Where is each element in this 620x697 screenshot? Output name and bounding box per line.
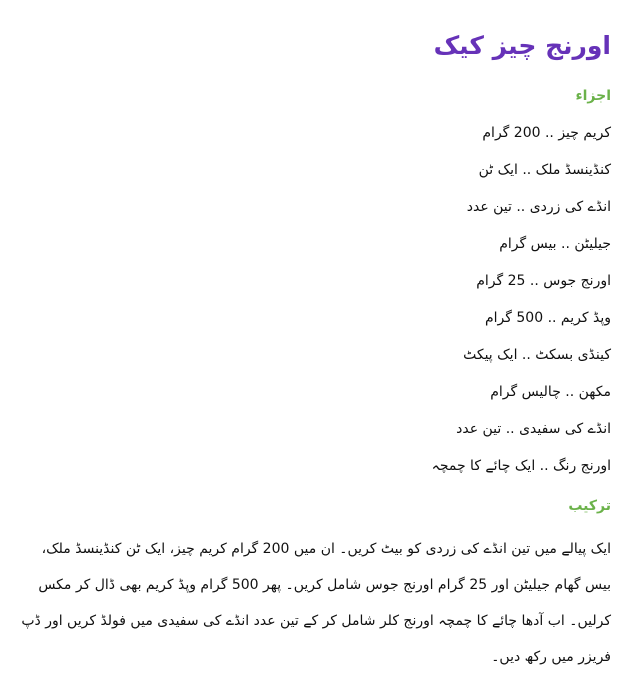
ingredient-item: کریم چیز .. 200 گرام bbox=[482, 125, 611, 141]
ingredient-item: کینڈی بسکٹ .. ایک پیکٹ bbox=[463, 347, 611, 363]
method-paragraph: ایک پیالے میں تین انڈے کی زردی کو بیٹ کریں۔ ان میں 200 گرام کریم چیز، ایک ٹن کنڈینسڈ ملک، بیس گھام جیلیٹن اور 25 گرام اورنج جوس شامل کریں۔ پھر 500 گرام وپڈ کریم بھی ڈال کر مکس کرلیں۔ اب آدھا چائے کا چمچہ اورنج کلر شامل کر کے تین عدد انڈے کی سفیدی میں فولڈ کریں اور ڈپ فریزر میں رکھ دیں۔ bbox=[21, 541, 611, 665]
ingredient-item: انڈے کی سفیدی .. تین عدد bbox=[456, 421, 611, 437]
ingredient-item: اورنج جوس .. 25 گرام bbox=[476, 273, 611, 289]
method-heading: ترکیب bbox=[568, 498, 611, 514]
recipe-title: اورنج چیز کیک bbox=[433, 31, 611, 60]
ingredient-item: کنڈینسڈ ملک .. ایک ٹن bbox=[478, 162, 611, 178]
ingredient-item: وپڈ کریم .. 500 گرام bbox=[484, 310, 611, 326]
ingredients-heading: اجزاء bbox=[575, 88, 611, 104]
ingredient-item: مکھن .. چالیس گرام bbox=[490, 384, 611, 400]
ingredient-item: اورنج رنگ .. ایک چائے کا چمچہ bbox=[431, 458, 611, 474]
ingredient-item: جیلیٹن .. بیس گرام bbox=[499, 236, 611, 252]
ingredients-list bbox=[12, 124, 611, 475]
ingredient-item: انڈے کی زردی .. تین عدد bbox=[466, 199, 611, 215]
